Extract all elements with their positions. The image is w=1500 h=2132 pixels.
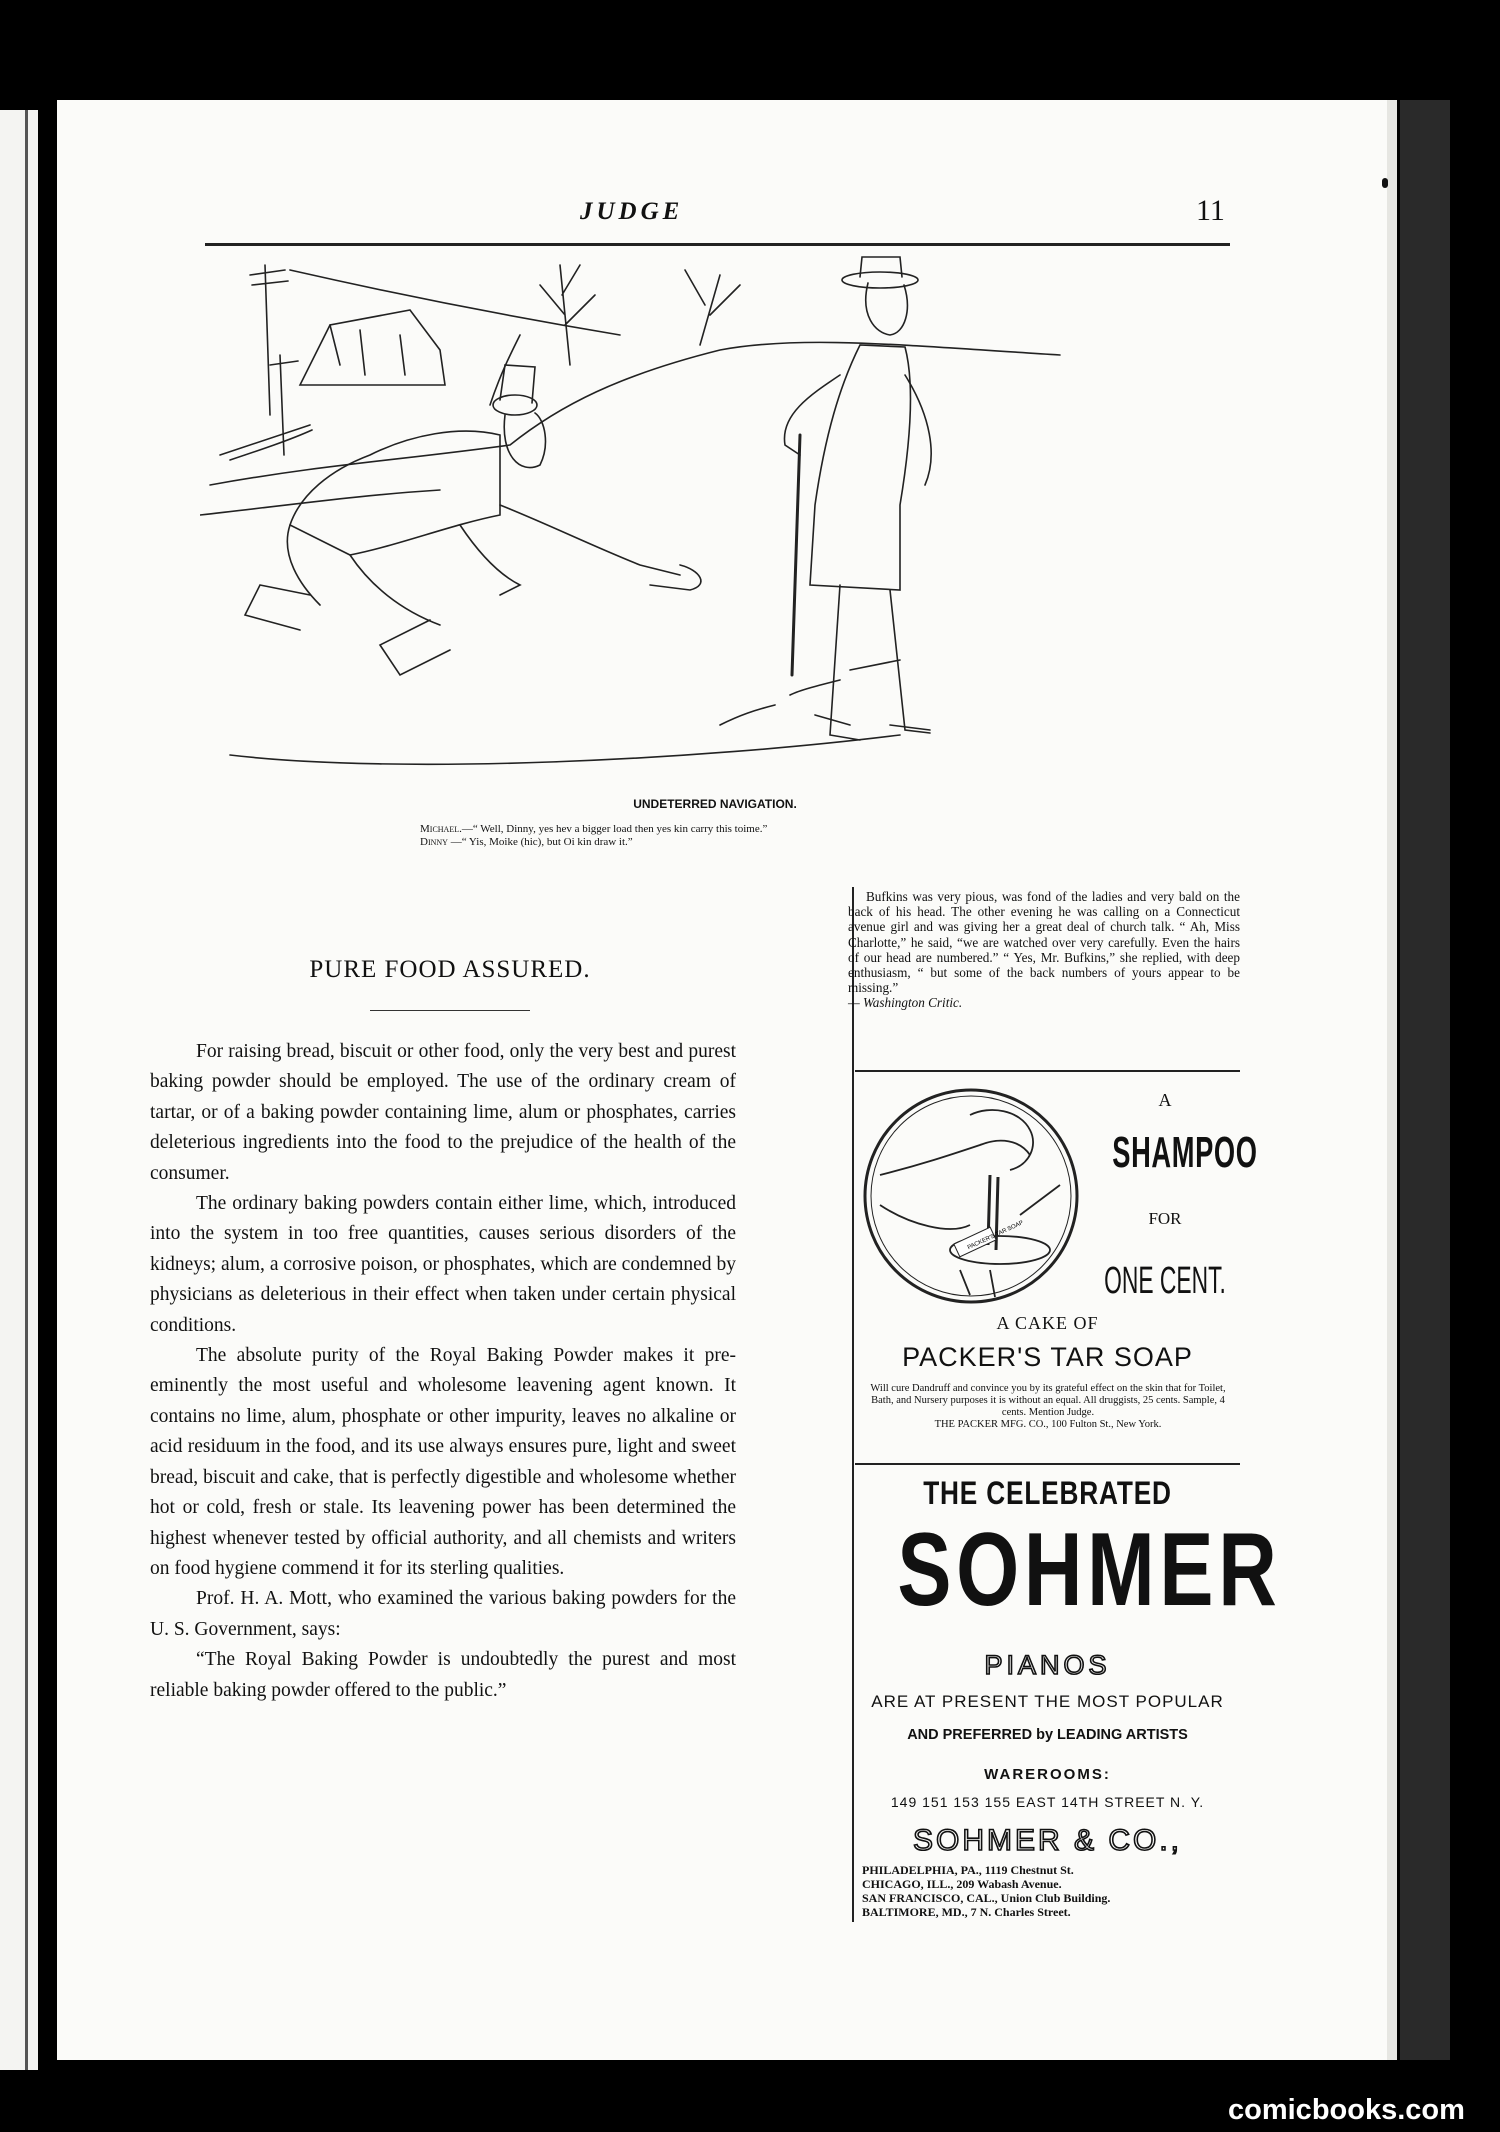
- anecdote-source: — Washington Critic.: [848, 995, 963, 1011]
- cartoon-caption-line-2: [420, 836, 633, 848]
- article-paragraph: The ordinary baking powders contain either lime, which, introduced into the system in too free quantities, causes serious disorders of the kidneys; alum, a corrosive poison, or phosphates, which are condemned by physicians as deleterious in their effect when taken under certain physical conditions.: [150, 1193, 736, 1336]
- packer-body: [858, 1383, 1238, 1431]
- article-paragraph: For raising bread, biscuit or other food, only the very best and purest baking powder should be employed. The use of the ordinary cream of tartar, or of a baking powder containing lime, alum or phosphates, carries deleterious ingredients into the food to the prejudice of the health of the consumer.: [150, 1041, 736, 1184]
- branch-line: CHICAGO, ILL., 209 Wabash Avenue.: [862, 1877, 1062, 1891]
- title-rule: [370, 1010, 530, 1011]
- caption-text: —“ Well, Dinny, yes hev a bigger load then yes kin carry this toime.”: [461, 823, 768, 835]
- caption-text: —“ Yis, Moike (hic), but Oi kin draw it.”: [447, 836, 633, 848]
- article-body: [150, 1037, 736, 1706]
- watermark: comicbooks.com: [1228, 2094, 1465, 2126]
- sohmer-branches: [862, 1863, 1240, 1919]
- ad-article-a: A: [1158, 1090, 1172, 1110]
- article-paragraph: “The Royal Baking Powder is undoubtedly the purest and most reliable baking powder offered to the public.”: [150, 1649, 736, 1701]
- header-rule: [205, 243, 1230, 246]
- caption-speaker: Dinny: [420, 836, 448, 848]
- branch-line: SAN FRANCISCO, CAL., Union Club Building.: [862, 1891, 1111, 1905]
- masthead-title: JUDGE: [580, 198, 684, 225]
- article-paragraph: The absolute purity of the Royal Baking Powder makes it pre-eminently the most useful and wholesome leavening agent known. It contains no lime, alum, phosphate or other impurity, leaves no alkaline or acid residuum in the food, and its use always ensures pure, light and sweet bread, biscuit and cake, that is perfectly digestible and wholesome whether hot or cold, fresh or stale. Its leavening power has been determined the highest whenever tested by official authority, and all chemists and writers on food hygiene commend it for its sterling qualities.: [150, 1345, 736, 1579]
- sohmer-address: 149 151 153 155 EAST 14TH STREET N. Y.: [890, 1794, 1205, 1810]
- sohmer-celebrated: THE CELEBRATED: [923, 1475, 1172, 1511]
- article-paragraph: Prof. H. A. Mott, who examined the various baking powders for the U. S. Government, says:: [150, 1588, 736, 1640]
- packer-brand: PACKER'S TAR SOAP: [902, 1342, 1193, 1372]
- cartoon-caption-line-1: [420, 823, 767, 835]
- column-rule: [852, 887, 854, 1922]
- caption-speaker: Michael.: [420, 823, 462, 835]
- page-number: 11: [1196, 194, 1225, 227]
- sohmer-pianos: PIANOS: [984, 1650, 1111, 1680]
- ad-divider: [855, 1463, 1240, 1465]
- branch-line: BALTIMORE, MD., 7 N. Charles Street.: [862, 1905, 1071, 1919]
- anecdote-column: [848, 889, 1240, 1011]
- sohmer-popular: ARE AT PRESENT THE MOST POPULAR: [871, 1692, 1224, 1711]
- speck: [1382, 178, 1388, 188]
- sohmer-company: SOHMER & CO.,: [912, 1824, 1183, 1857]
- column-divider: [855, 1070, 1240, 1072]
- sohmer-preferred: AND PREFERRED by LEADING ARTISTS: [907, 1727, 1188, 1743]
- page-edge: [1387, 100, 1397, 2060]
- shampoo-illustration: [860, 1085, 1082, 1307]
- cartoon-illustration: [200, 255, 1110, 795]
- article-title: PURE FOOD ASSURED.: [309, 956, 591, 983]
- ad-for: FOR: [1148, 1209, 1182, 1228]
- sohmer-warerooms: WAREROOMS:: [984, 1766, 1111, 1783]
- packer-description: Will cure Dandruff and convince you by its grateful effect on the skin that for Toilet, Bath, and Nursery purposes it is without an equal. All druggists, 25 cents. Sample, 4 cents. Mention Judge.: [870, 1383, 1226, 1418]
- soap-label: PACKER'S TAR SOAP: [966, 1220, 1025, 1252]
- anecdote-text: Bufkins was very pious, was fond of the ladies and very bald on the back of his head. The other evening he was calling on a Connecticut avenue girl and was giving her a great deal of church talk. “ Ah, Miss Charlotte,” he said, “we are watched over very carefully. Even the hairs of our head are numbered.” “ Yes, Mr. Bufkins,” she replied, with deep enthusiasm, “ but some of the back numbers of yours appear to be missing.”: [848, 889, 1240, 996]
- branch-line: PHILADELPHIA, PA., 1119 Chestnut St.: [862, 1863, 1074, 1877]
- facing-page-edge: [0, 110, 38, 2070]
- ad-shampoo-headline: SHAMPOO: [1112, 1128, 1258, 1177]
- binding-shadow: [1400, 100, 1450, 2060]
- ad-one-cent: ONE CENT.: [1104, 1260, 1226, 1302]
- packer-company: THE PACKER MFG. CO., 100 Fulton St., New York.: [934, 1419, 1162, 1430]
- sohmer-logo: SOHMER: [897, 1512, 1282, 1628]
- ad-cake-of: A CAKE OF: [996, 1313, 1099, 1333]
- cartoon-title: UNDETERRED NAVIGATION.: [633, 797, 797, 811]
